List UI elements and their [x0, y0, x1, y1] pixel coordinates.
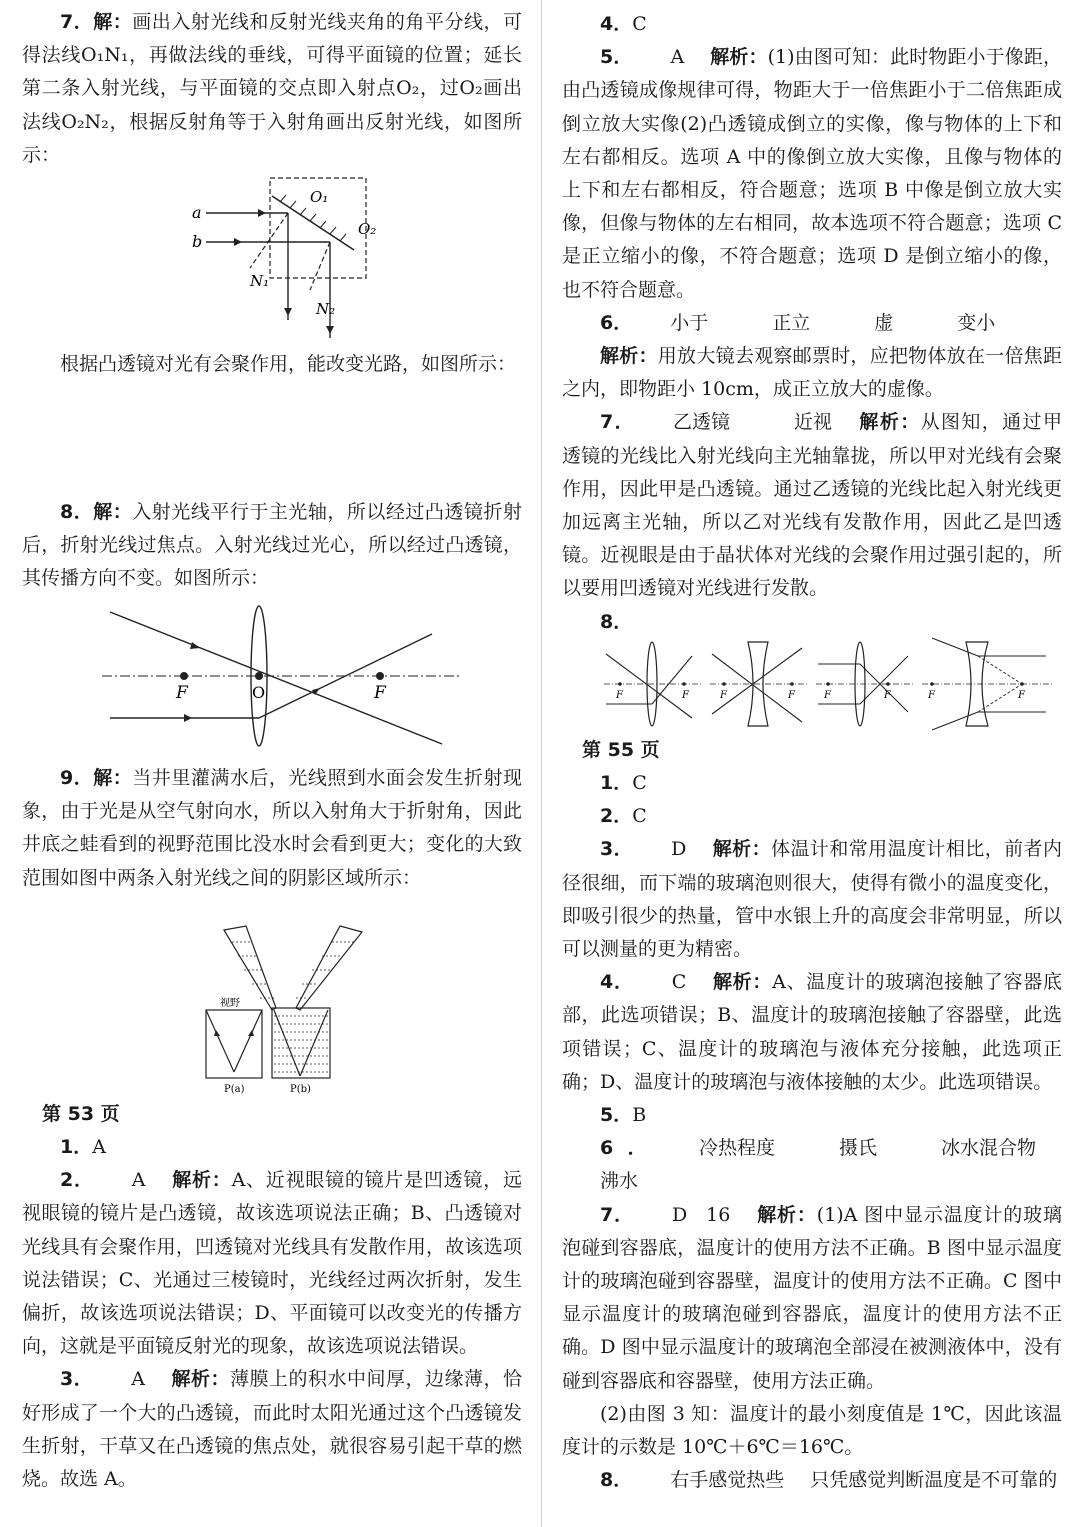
answer-9: 9．解：当井里灌满水后，光线照到水面会发生折射现象，由于光是从空气射向水，所以入射角大于折射角，因此井底之蛙看到的视野范围比没水时会看到更大；变化的大致范围如图中两条入射光线之间的阴影区域所示： — [22, 767, 522, 889]
well-a — [206, 1010, 262, 1078]
lens-figure-1 — [604, 642, 702, 726]
answer-number: 7 — [60, 11, 74, 33]
ray-through-center — [110, 612, 442, 744]
lens-ray-figures — [602, 634, 1062, 734]
page-53-section — [22, 1098, 522, 1496]
answer-text: 薄膜上的积水中间厚，边缘薄，恰好形成了一个大的凸透镜，而此时太阳光通过这个凸透镜发生折射，干草又在凸透镜的焦点处，就很容易引起干草的燃烧。故选 A。 — [22, 1368, 522, 1491]
answer-text: A — [92, 1136, 106, 1158]
answer-8: 8． 右手感觉热些 只凭感觉判断温度是不可靠的 — [562, 1464, 1062, 1497]
answer-choice: D 16 — [671, 1203, 731, 1226]
fill-answer: 沸水 — [600, 1170, 639, 1193]
answer-6: 6． 冷热程度 摄氏 冰水混合物沸水 — [562, 1132, 1062, 1198]
label-O1: O₁ — [310, 188, 329, 206]
lens-figure-2 — [710, 642, 808, 726]
focus-left — [180, 672, 188, 680]
answer-text: C — [632, 805, 647, 828]
analysis-label: 解析 — [171, 1169, 212, 1192]
analysis-label: 解析 — [710, 46, 749, 69]
answer-7: 7． D 16 解析：(1)A 图中显示温度计的玻璃泡碰到容器底，温度计的使用方法不正确。B 图中显示温度计的玻璃泡碰到容器壁，温度计的使用方法不正确。C 图中显示温度计的玻璃泡碰到容器底，温度计的使用方法不正确。D 图中显示温度计的玻璃泡全部浸在被测液体中，没有碰到容器底和容器壁，使用方法正确。 — [562, 1199, 1062, 1398]
answer-7-part-2: (2)由图 3 知：温度计的最小刻度值是 1℃，因此该温度计的示数是 10℃＋6℃＝16℃。 — [562, 1402, 1062, 1459]
answer-4: 4． C 解析：A、温度计的玻璃泡接触了容器底部，此选项错误；B、温度计的玻璃泡接触了容器壁，此选项错误；C、温度计的玻璃泡与液体充分接触，此选项正确；D、温度计的玻璃泡与液体接触的太少。此选项错误。 — [562, 966, 1062, 1099]
fill-answer: 小于 — [670, 311, 709, 334]
page-heading: 第 53 页 — [42, 1103, 120, 1125]
answer-6: 6． 小于 正立 虚 变小 — [562, 307, 1062, 340]
answer-text: 体温计和常用温度计相比，前者内径很细，而下端的玻璃泡则很大，使得有微小的温度变化，即吸引很少的热量，管中水银上升的高度会非常明显，所以可以测量的更为精密。 — [562, 838, 1062, 961]
fill-answer: 右手感觉热些 — [670, 1469, 785, 1492]
answer-3: 3． A 解析：薄膜上的积水中间厚，边缘薄，恰好形成了一个大的凸透镜，而此时太阳光通过这个凸透镜发生折射，干草又在凸透镜的焦点处，就很容易引起干草的燃烧。故选 A。 — [22, 1363, 522, 1496]
answer-1: 1．C — [600, 772, 647, 794]
label-a: a — [192, 203, 202, 222]
answer-text: 用放大镜去观察邮票时，应把物体放在一倍焦距之内，即物距小 10cm，成正立放大的虚像。 — [562, 345, 1062, 401]
label-F-left: F — [176, 683, 188, 703]
svg-text:F: F — [616, 690, 623, 701]
answer-text: 入射光线平行于主光轴，所以经过凸透镜折射后，折射光线过焦点。入射光线过光心，所以经过凸透镜，其传播方向不变。如图所示： — [22, 501, 522, 590]
answer-1: 1．A — [60, 1136, 106, 1158]
answer-text: 从图知，通过甲透镜的光线比入射光线向主光轴靠拢，所以甲对光线有会聚作用，因此甲是凸透镜。通过乙透镜的光线比起入射光线更加远离主光轴，所以乙对光线有发散作用，因此乙是凹透镜。近视眼是由于晶状体对光线的会聚作用过强引起的，所以要用凹透镜对光线进行发散。 — [562, 411, 1062, 600]
page-55-section — [562, 734, 1062, 1497]
analysis-label: 解析 — [712, 971, 753, 994]
optical-center — [255, 672, 263, 680]
answer-8: 8． — [600, 610, 633, 633]
solution-label: 解 — [93, 501, 113, 523]
column-divider — [541, 0, 542, 1527]
answer-number: 9 — [60, 767, 74, 789]
fill-answer: 近视 — [794, 411, 833, 434]
analysis-label: 解析 — [712, 838, 752, 861]
label-F-right: F — [374, 683, 386, 703]
answer-number: 8 — [60, 501, 74, 523]
fill-answer: 只凭感觉判断温度是不可靠的 — [810, 1469, 1058, 1492]
analysis-label: 解析 — [600, 345, 639, 368]
analysis-label: 解析 — [756, 1203, 797, 1226]
svg-text:F: F — [928, 690, 935, 701]
answer-8: 8．解：入射光线平行于主光轴，所以经过凸透镜折射后，折射光线过焦点。入射光线过光心，所以经过凸透镜，其传播方向不变。如图所示： — [22, 501, 522, 590]
answer-5: 5．B — [600, 1104, 647, 1127]
answer-text: A、近视眼镜的镜片是凹透镜，远视眼镜的镜片是凸透镜，故该选项说法正确；B、凸透镜对光线具有会聚作用，凹透镜对光线具有发散作用，故该选项说法错误；C、光通过三棱镜时，光线经过两次折射，发生偏折，故该选项说法错误；D、平面镜可以改变光的传播方向，这就是平面镜反射光的现象，故该选项说法错误。 — [22, 1169, 522, 1358]
fill-answer: 虚 — [874, 311, 894, 334]
svg-text:F: F — [720, 690, 727, 701]
normal-line-1 — [250, 213, 288, 268]
answer-2: 2． A 解析：A、近视眼镜的镜片是凹透镜，远视眼镜的镜片是凸透镜，故该选项说法正确；B、凸透镜对光线具有会聚作用，凹透镜对光线具有发散作用，故该选项说法错误；C、光通过三棱镜时，光线经过两次折射，发生偏折，故该选项说法错误；D、平面镜可以改变光的传播方向，这就是平面镜反射光的现象，故该选项说法错误。 — [22, 1164, 522, 1363]
paragraph: 根据凸透镜对光有会聚作用，能改变光路，如图所示： — [60, 353, 517, 375]
answer-7: 7． 乙透镜 近视 解析：从图知，通过甲透镜的光线比入射光线向主光轴靠拢，所以甲对光线有会聚作用，因此甲是凸透镜。通过乙透镜的光线比起入射光线更加远离主光轴，所以乙对光线有发散作用，因此乙是凹透镜。近视眼是由于晶状体对光线的会聚作用过强引起的，所以要用凹透镜对光线进行发散。 — [562, 406, 1062, 605]
svg-text:F: F — [1018, 690, 1025, 701]
answer-choice: A — [131, 1368, 145, 1391]
analysis-label: 解析 — [170, 1368, 211, 1391]
answer-choice: A — [670, 46, 685, 69]
answer-text: (1)A 图中显示温度计的玻璃泡碰到容器底，温度计的使用方法不正确。B 图中显示温度计的玻璃泡碰到容器壁，温度计的使用方法不正确。C 图中显示温度计的玻璃泡碰到容器底，温度计的使用方法不正确。D 图中显示温度计的玻璃泡全部浸在被测液体中，没有碰到容器底和容器壁，使用方法正确。 — [562, 1203, 1062, 1392]
label-b: b — [192, 232, 203, 251]
fill-answer: 变小 — [957, 311, 996, 334]
label-O: O — [252, 683, 266, 702]
label-N2: N₂ — [316, 300, 336, 318]
shaded-region-right — [296, 926, 362, 1010]
solution-label: 解 — [93, 767, 113, 789]
label-O2: O₂ — [358, 220, 377, 238]
answer-choice: A — [131, 1169, 146, 1192]
answer-2: 2．C — [600, 805, 647, 828]
label-N1: N₁ — [250, 272, 270, 290]
label-view: 视野 — [220, 998, 240, 1009]
answer-choice: D — [671, 838, 687, 861]
normal-line-2 — [310, 242, 330, 290]
right-top-section — [562, 8, 1062, 639]
fill-answer: 冷热程度 — [698, 1137, 775, 1160]
convex-lens-note — [22, 348, 522, 381]
well-b — [272, 1008, 330, 1078]
solution-label: 解 — [93, 11, 113, 33]
label-pa: P(a) — [224, 1084, 245, 1095]
answer-text: C — [632, 772, 647, 794]
label-pb: P(b) — [290, 1084, 311, 1095]
focus-right — [376, 672, 384, 680]
answer-choice: C — [671, 971, 687, 994]
answer-6-analysis: 解析：用放大镜去观察邮票时，应把物体放在一倍焦距之内，即物距小 10cm，成正立放大的虚像。 — [562, 345, 1062, 401]
fill-answer: 冰水混合物 — [940, 1137, 1036, 1160]
fill-answer: 正立 — [772, 311, 811, 334]
lens-figure-3 — [816, 642, 914, 726]
svg-text:F: F — [824, 690, 831, 701]
mirror-reflection-figure — [162, 170, 402, 345]
answer-text: 画出入射光线和反射光线夹角的角平分线，可得法线O₁N₁，再做法线的垂线，可得平面镜的位置；延长第二条入射光线，与平面镜的交点即入射点O₂，过O₂画出法线O₂N₂，根据反射角等于入射角画出反射光线，如图所示： — [22, 11, 522, 166]
fill-answer: 乙透镜 — [673, 411, 731, 434]
answer-5: 5． A 解析：(1)由图可知：此时物距小于像距，由凸透镜成像规律可得，物距大于一倍焦距小于二倍焦距成倒立放大实像(2)凸透镜成倒立的实像，像与物体的上下和左右都相反。选项 A 中的像倒立放大实像，且像与物体的上下和左右都相反，符合题意；选项 B 中像是倒立放大实像，但像与物体的左右相同，故本选项不符合题意；选项 C 是正立缩小的像，不符合题意；选项 D 是倒立缩小的像，也不符合题意。 — [562, 41, 1062, 307]
convex-lens-figure — [92, 604, 472, 754]
answer-text: 当井里灌满水后，光线照到水面会发生折射现象，由于光是从空气射向水，所以入射角大于折射角，因此井底之蛙看到的视野范围比没水时会看到更大；变化的大致范围如图中两条入射光线之间的阴影区域所示： — [22, 767, 522, 889]
answer-3: 3． D 解析：体温计和常用温度计相比，前者内径很细，而下端的玻璃泡则很大，使得有微小的温度变化，即吸引很少的热量，管中水银上升的高度会非常明显，所以可以测量的更为精密。 — [562, 833, 1062, 966]
svg-text:F: F — [884, 690, 891, 701]
svg-text:F: F — [788, 690, 795, 701]
fill-answer: 摄氏 — [838, 1137, 877, 1160]
answer-4: 4．C — [600, 13, 647, 35]
frog-well-figure — [172, 922, 392, 1097]
answer-text: B — [632, 1104, 647, 1127]
answer-text: A、温度计的玻璃泡接触了容器底部，此选项错误；B、温度计的玻璃泡接触了容器壁，此选项错误；C、温度计的玻璃泡与液体充分接触，此选项正确；D、温度计的玻璃泡与液体接触的太少。此选项错误。 — [562, 971, 1062, 1093]
analysis-label: 解析 — [858, 411, 901, 434]
page-heading: 第 55 页 — [582, 739, 660, 761]
answer-text: C — [632, 13, 647, 35]
svg-text:F: F — [682, 690, 689, 701]
answer-7: 7．解：画出入射光线和反射光线夹角的角平分线，可得法线O₁N₁，再做法线的垂线，可得平面镜的位置；延长第二条入射光线，与平面镜的交点即入射点O₂，过O₂画出法线O₂N₂，根据反射角等于入射角画出反射光线，如图所示： — [22, 11, 522, 166]
answer-text: (1)由图可知：此时物距小于像距，由凸透镜成像规律可得，物距大于一倍焦距小于二倍焦距成倒立放大实像(2)凸透镜成倒立的实像，像与物体的上下和左右都相反。选项 A 中的像倒立放大实像，且像与物体的上下和左右都相反，符合题意；选项 B 中像是倒立放大实像，但像与物体的左右相同，故本选项不符合题意；选项 C 是正立缩小的像，不符合题意；选项 D 是倒立缩小的像，也不符合题意。 — [562, 46, 1062, 301]
lens-figure-4 — [922, 638, 1052, 730]
